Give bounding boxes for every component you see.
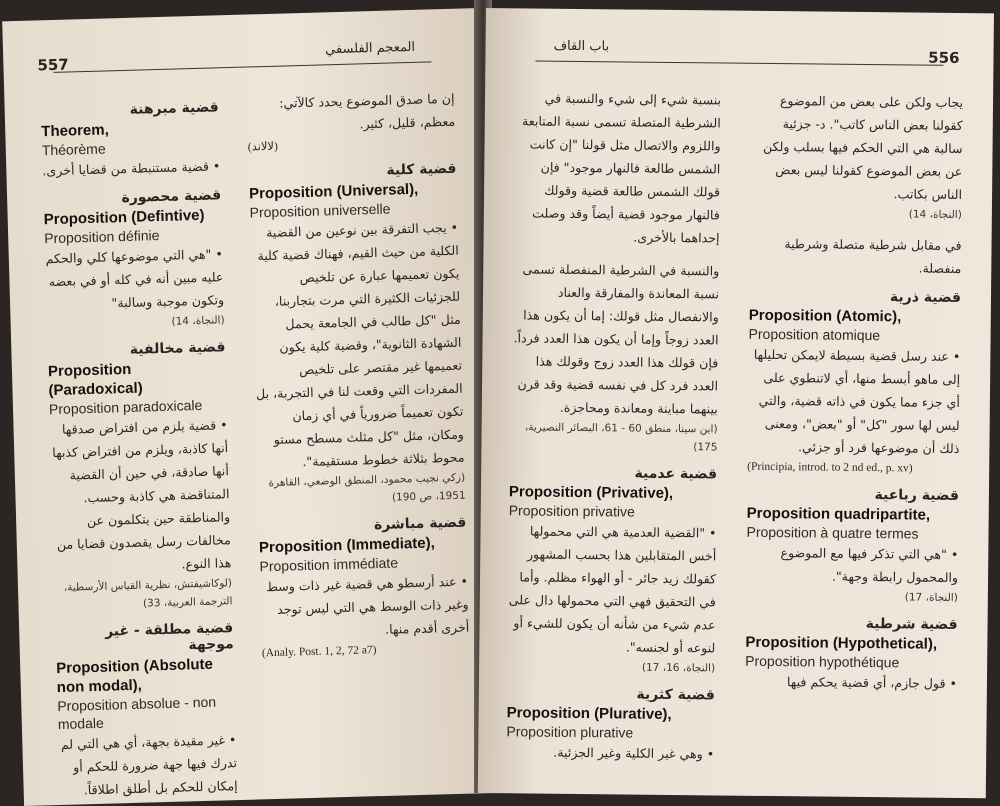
entry-body: • وهي غير الكلية وغير الجزئية. (553, 744, 715, 762)
entry-french-term: Proposition immédiate (259, 554, 399, 575)
entry-body: • قضية يلزم من افتراض صدقها أنها كاذبة، ويلزم من افتراض كذبها أنها صادقة، في حين أن القضية المتناقضة هي كاذبة وحسب. والمناطقة حين يتكلمون عن مخالفات رسل يقصدون قضايا من هذا النوع. (52, 417, 232, 572)
entry-heading: قضية مباشرة (373, 514, 467, 534)
entry-block (258, 515, 470, 663)
entry-french-term: Proposition privative (508, 502, 635, 520)
running-head: المعجم الفلسفي (324, 39, 416, 58)
page-number: 556 (928, 48, 960, 67)
entry-body: • عند أرسطو هي قضية غير ذات وسط وغير ذات الوسط هي التي ليس توجد أخرى أقدم منها. (265, 573, 470, 637)
entry-body: والنسبة في الشرطية المنفصلة تسمى نسبة المعاندة والمفارقة والعناد والانفصال مثل قولك: إما أن يكون هذا العدد زوجاً وإما أن يكون هذا العدد فرداً. فإن قولك هذا العدد زوج وقولك هذا العدد فرد كل في نفسه قضية وقد قرن بينهما مباينة ومعاندة ومحاجزة. (513, 261, 720, 417)
right-page (478, 8, 994, 798)
entry-body: • "هي التي تذكر فيها مع الموضوع والمحمول رابطة وجهة". (780, 545, 959, 585)
entry-english-term: Proposition (Absolute non modal), (56, 655, 214, 697)
entry-english-term: Proposition (Immediate), (258, 534, 436, 557)
running-head: باب القاف (553, 38, 610, 55)
entry-body: يجاب ولكن على بعض من الموضوع كقولنا بعض الناس كاتب". د- جزئية سالبة هي التي الحكم فيها بسلب ولكن عن بعض الموضوع كقولنا ليس بعض الناس بكاتب. (762, 93, 964, 202)
entry-french-term: Théorème (41, 140, 106, 159)
left-page (2, 8, 502, 806)
entry-french-term: Proposition hypothétique (745, 652, 900, 671)
entry-heading: قضية كلية (386, 160, 457, 179)
left-page-inner-column (246, 87, 470, 673)
entry-reference: (Analy. Post. 1, 2, 72 a7) (261, 644, 377, 660)
entry-block (248, 161, 466, 511)
header-rule (54, 61, 432, 73)
right-page-inner-column (506, 86, 721, 775)
entry-block (509, 257, 719, 456)
entry-body: في مقابل شرطية متصلة وشرطية منفصلة. (784, 236, 962, 276)
entry-french-term: Proposition atomique (748, 325, 881, 344)
entry-body: إن ما صدق الموضوع يحدد كالآتي: معظم، قليل، كثير. (278, 90, 456, 132)
entry-english-term: Proposition (Plurative), (506, 704, 672, 723)
entry-english-term: Theorem, (41, 121, 110, 141)
entry-english-term: Proposition (Privative), (508, 483, 674, 502)
entry-block (750, 89, 963, 224)
entry-english-term: Proposition (Hypothetical), (745, 633, 938, 653)
entry-body: • يجب التفرقة بين نوعين من القضية الكلية من حيث القيم، فهناك قضية كلية يكون تعميمها عبارة عن تلخيص للجزئيات الكثيرة التي مرت بتجاربنا، مثل "كل طالب في الجامعة يحمل الشهادة الثانوية"، وقضية كلية يكون تعميمها غير مقتصر على تلخيص المفردات التي وقعت لنا في التجربة، بل تكون تعميماً ضرورياً في أي زمان ومكان، مثل "كل مثلث مسطح مستو محوط بثلاثة خطوط مستقيمة". (255, 219, 465, 470)
entry-reference: (لالاند) (247, 140, 279, 154)
entry-block (43, 187, 225, 334)
left-page-outer-column (40, 93, 238, 806)
entry-heading: قضية كثرية (636, 686, 715, 704)
entry-heading: قضية مبرهنة (129, 99, 219, 118)
entry-body: • "هي التي موضوعها كلي والحكم عليه مبين أنه في كله أو في بعضه وتكون موجبة وسالبة" (45, 246, 225, 311)
entry-block (55, 620, 238, 802)
header-rule (535, 61, 943, 66)
entry-english-term: Proposition (Universal), (248, 180, 419, 203)
entry-reference: (Principia, introd. to 2 nd ed., p. xv) (747, 460, 913, 475)
entry-block (745, 615, 958, 695)
entry-heading: قضية مطلقة - غير موجهة (104, 620, 234, 654)
entry-french-term: Proposition absolue - non modale (57, 693, 217, 733)
entry-reference: (لوكاشيفتش، نظرية القياس الأرسطية، الترجمة العربية، 33) (63, 577, 233, 610)
entry-english-term: Proposition (Atomic), (748, 306, 902, 326)
entry-reference: (النجاة، 14) (171, 314, 225, 328)
entry-body: • قول جازم، أي قضية يحكم فيها (786, 674, 958, 691)
entry-body: بنسبة شيء إلى شيء والنسبة في الشرطية المتصلة تسمى نسبة المتابعة واللزوم والاتصال مثل قولنا "إن كانت الشمس طالعة فالنهار موجود" فإن قولك الشمس طالعة قضية وقولك فالنهار موجود قضية أيضاً وقد وصلت إحداهما بالأخرى. (521, 90, 722, 246)
entry-reference: (ابن سينا، منطق 60 - 61، البصائر النصيرية، 175) (524, 421, 718, 454)
entry-block (746, 486, 959, 607)
entry-heading: قضية ذرية (889, 289, 962, 306)
right-page-header (505, 36, 973, 81)
right-page-outer-column (745, 89, 963, 705)
entry-reference: (زكي نجيب محمود، المنطق الوضعي، القاهرة 1951، ص 190) (268, 471, 466, 504)
entry-reference: (النجاة، 17) (904, 591, 958, 604)
page-number: 557 (37, 55, 69, 75)
entry-heading: قضية شرطية (865, 616, 958, 633)
entry-body: • "القضية العدمية هي التي محمولها أخس المتقابلين هذا بحسب المشهور كقولك زيد جائر - أو الهواء مظلم. وأما في التحقيق فهي التي محمولها دال على عدم شيء من شأنه أن يكون للشيء أو لنوعه أو لجنسه". (508, 523, 717, 656)
entry-english-term: Proposition (Defintive) (43, 206, 205, 229)
entry-block (747, 288, 961, 478)
entry-reference: (النجاة، 14) (908, 208, 962, 221)
entry-english-term: Proposition (Paradoxical) (47, 360, 143, 400)
entry-french-term: Proposition universelle (249, 200, 391, 221)
entry-french-term: Proposition plurative (506, 723, 634, 741)
entry-body: • غير مقيدة بجهة، أي هي التي لم تدرك فيها جهة ضرورة للحكم أو إمكان للحكم بل أطلق اطلاقاً. (60, 732, 238, 798)
entry-reference: (النجاة، 16، 17) (641, 661, 716, 675)
left-page-header (23, 37, 462, 89)
entry-english-term: Proposition quadripartite, (746, 504, 931, 524)
entry-block (41, 99, 221, 182)
entry-block (506, 685, 715, 765)
entry-body: • عند رسل قضية بسيطة لايمكن تحليلها إلى ماهو أبسط منها، أي لاتنطوي على أي جزء مما يكون في ذاته قضية، والتي ليس لها سور "كل" أو "بعض"، ومعنى ذلك أن موضوعها فرد أو جزئي. (753, 346, 961, 456)
entry-french-term: Proposition à quatre termes (746, 523, 919, 542)
entry-french-term: Proposition paradoxicale (48, 396, 203, 418)
entry-block (246, 87, 456, 157)
entry-french-term: Proposition définie (44, 227, 160, 247)
entry-heading: قضية مخالفية (129, 339, 226, 358)
entry-heading: قضية عدمية (634, 465, 718, 483)
entry-block (749, 232, 961, 280)
entry-block (47, 339, 232, 615)
entry-heading: قضية رباعية (874, 487, 959, 504)
entry-body: • قضية مستنبطة من قضايا أخرى. (42, 158, 221, 179)
entry-block (507, 464, 717, 677)
entry-heading: قضية محصورة (121, 187, 222, 207)
entry-block (511, 86, 721, 249)
